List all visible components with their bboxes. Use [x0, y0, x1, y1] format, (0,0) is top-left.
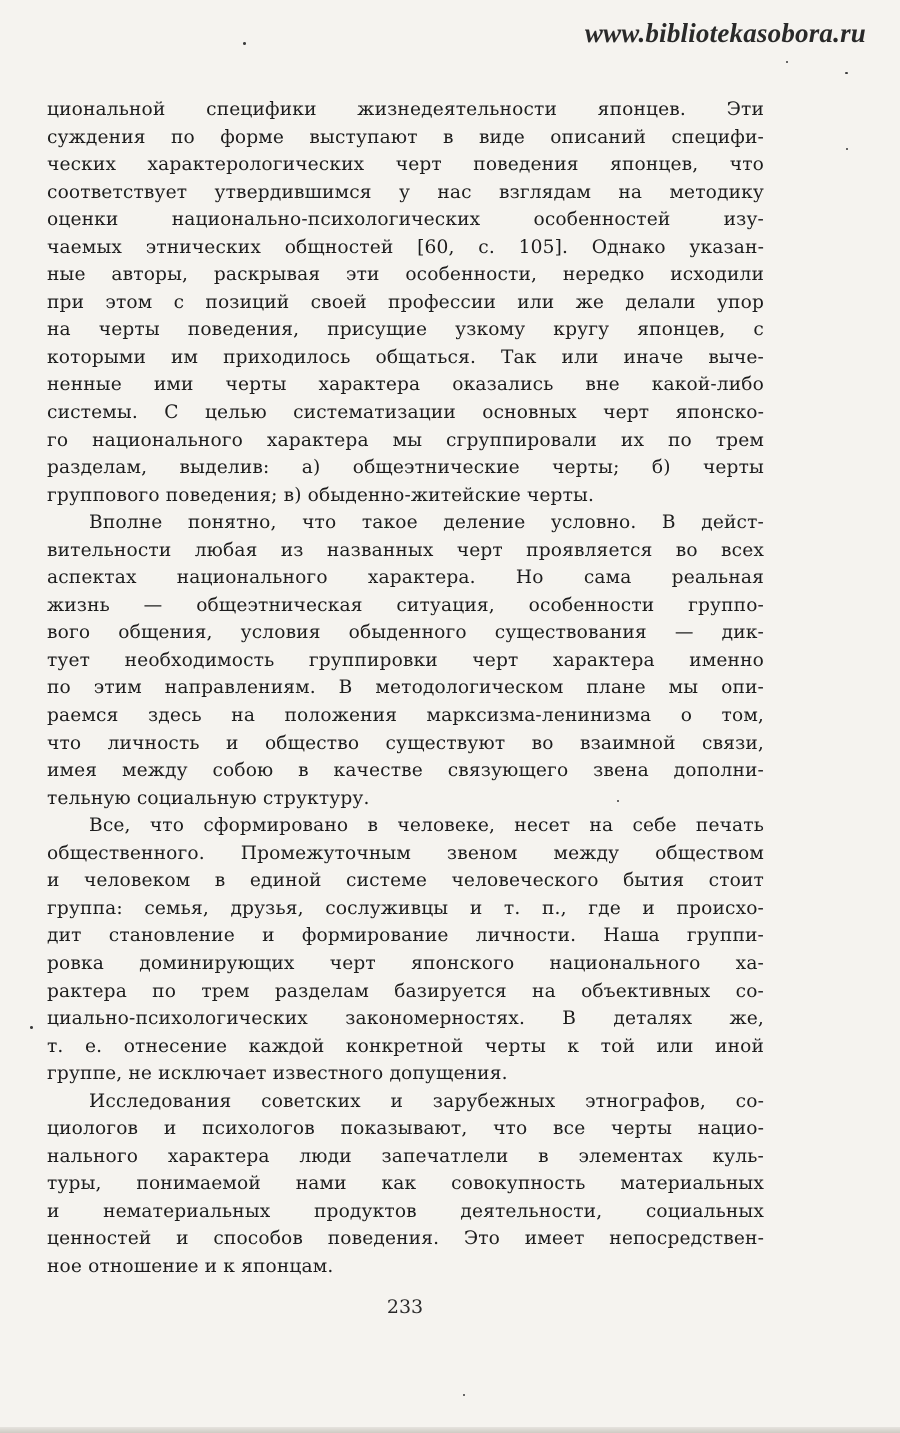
text-line: аспектах национального характера. Но сама реальная: [47, 567, 764, 589]
scan-speck: [786, 61, 788, 63]
text-line: суждения по форме выступают в виде описаний специфи-: [47, 126, 764, 148]
scan-speck: [846, 148, 848, 150]
text-line: вительности любая из названных черт проявляется во всех: [47, 539, 764, 561]
text-line: ное отношение и к японцам.: [47, 1255, 334, 1277]
text-line: группа: семья, друзья, сослуживцы и т. п., где и происхо-: [47, 897, 764, 919]
scan-speck: [463, 1394, 465, 1396]
text-line: тует необходимость группировки черт характера именно: [47, 649, 764, 671]
text-line: группе, не исключает известного допущения.: [47, 1063, 508, 1085]
text-line: при этом с позиций своей профессии или же делали упор: [47, 291, 764, 313]
text-line: циально-психологических закономерностях. В деталях же,: [47, 1008, 764, 1030]
text-line: системы. С целью систематизации основных черт японско-: [47, 402, 764, 424]
text-line: по этим направлениям. В методологическом плане мы опи-: [47, 677, 764, 699]
scan-speck: [617, 800, 619, 802]
text-line: циональной специфики жизнедеятельности японцев. Эти: [47, 99, 764, 120]
paragraph: [47, 509, 764, 812]
text-line: рактера по трем разделам базируется на объективных со-: [47, 980, 764, 1002]
text-line: группового поведения; в) обыденно-житейские черты.: [47, 484, 595, 506]
text-line: Все, что сформировано в человеке, несет на себе печать: [89, 815, 764, 837]
text-line: ценностей и способов поведения. Это имеет непосредствен-: [47, 1228, 764, 1250]
text-line: имея между собою в качестве связующего звена дополни-: [47, 760, 764, 782]
text-line: дит становление и формирование личности. Наша группи-: [47, 925, 764, 947]
text-line: и человеком в единой системе человеческого бытия стоит: [47, 870, 764, 892]
text-line: на черты поведения, присущие узкому кругу японцев, с: [47, 319, 764, 341]
text-line: туры, понимаемой нами как совокупность материальных: [47, 1173, 764, 1195]
text-line: ненные ими черты характера оказались вне какой-либо: [47, 374, 764, 396]
scan-speck: [243, 42, 246, 45]
text-line: ческих характерологических черт поведения японцев, что: [47, 154, 764, 176]
text-line: ные авторы, раскрывая эти особенности, нередко исходили: [47, 264, 764, 286]
scan-speck: [30, 1026, 33, 1029]
text-line: жизнь — общеэтническая ситуация, особенности группо-: [47, 594, 764, 616]
page-number: 233: [386, 1296, 424, 1318]
text-line: Исследования советских и зарубежных этнографов, со-: [89, 1090, 764, 1112]
text-line: циологов и психологов показывают, что все черты нацио-: [47, 1118, 764, 1140]
text-line: которыми им приходилось общаться. Так или иначе выче-: [47, 346, 764, 368]
text-line: го национального характера мы сгруппировали их по трем: [47, 429, 764, 451]
text-line: чаемых этнических общностей [60, с. 105]. Однако указан-: [47, 236, 764, 258]
text-line: что личность и общество существуют во взаимной связи,: [47, 732, 764, 754]
text-line: т. е. отнесение каждой конкретной черты к той или иной: [47, 1035, 764, 1057]
paragraph: [47, 96, 764, 509]
paragraph: [47, 1088, 764, 1281]
paragraph: [47, 812, 764, 1087]
text-line: Вполне понятно, что такое деление условно. В дейст-: [89, 512, 764, 534]
text-line: и нематериальных продуктов деятельности, социальных: [47, 1200, 764, 1222]
text-line: оценки национально-психологических особенностей изу-: [47, 209, 764, 231]
body-text: [47, 96, 764, 1281]
text-line: нального характера люди запечатлели в элементах куль-: [47, 1145, 764, 1167]
text-line: вого общения, условия обыденного существования — дик-: [47, 622, 764, 644]
text-line: раемся здесь на положения марксизма-ленинизма о том,: [47, 705, 764, 727]
scan-speck: [845, 72, 848, 74]
scan-bottom-edge: [0, 1427, 900, 1433]
text-line: разделам, выделив: а) общеэтнические черты; б) черты: [47, 457, 764, 479]
text-line: ровка доминирующих черт японского национального ха-: [47, 952, 764, 974]
text-line: соответствует утвердившимся у нас взглядам на методику: [47, 181, 764, 203]
text-line: общественного. Промежуточным звеном между обществом: [47, 842, 764, 864]
text-line: тельную социальную структуру.: [47, 787, 370, 809]
site-watermark: www.bibliotekasobora.ru: [584, 18, 866, 48]
